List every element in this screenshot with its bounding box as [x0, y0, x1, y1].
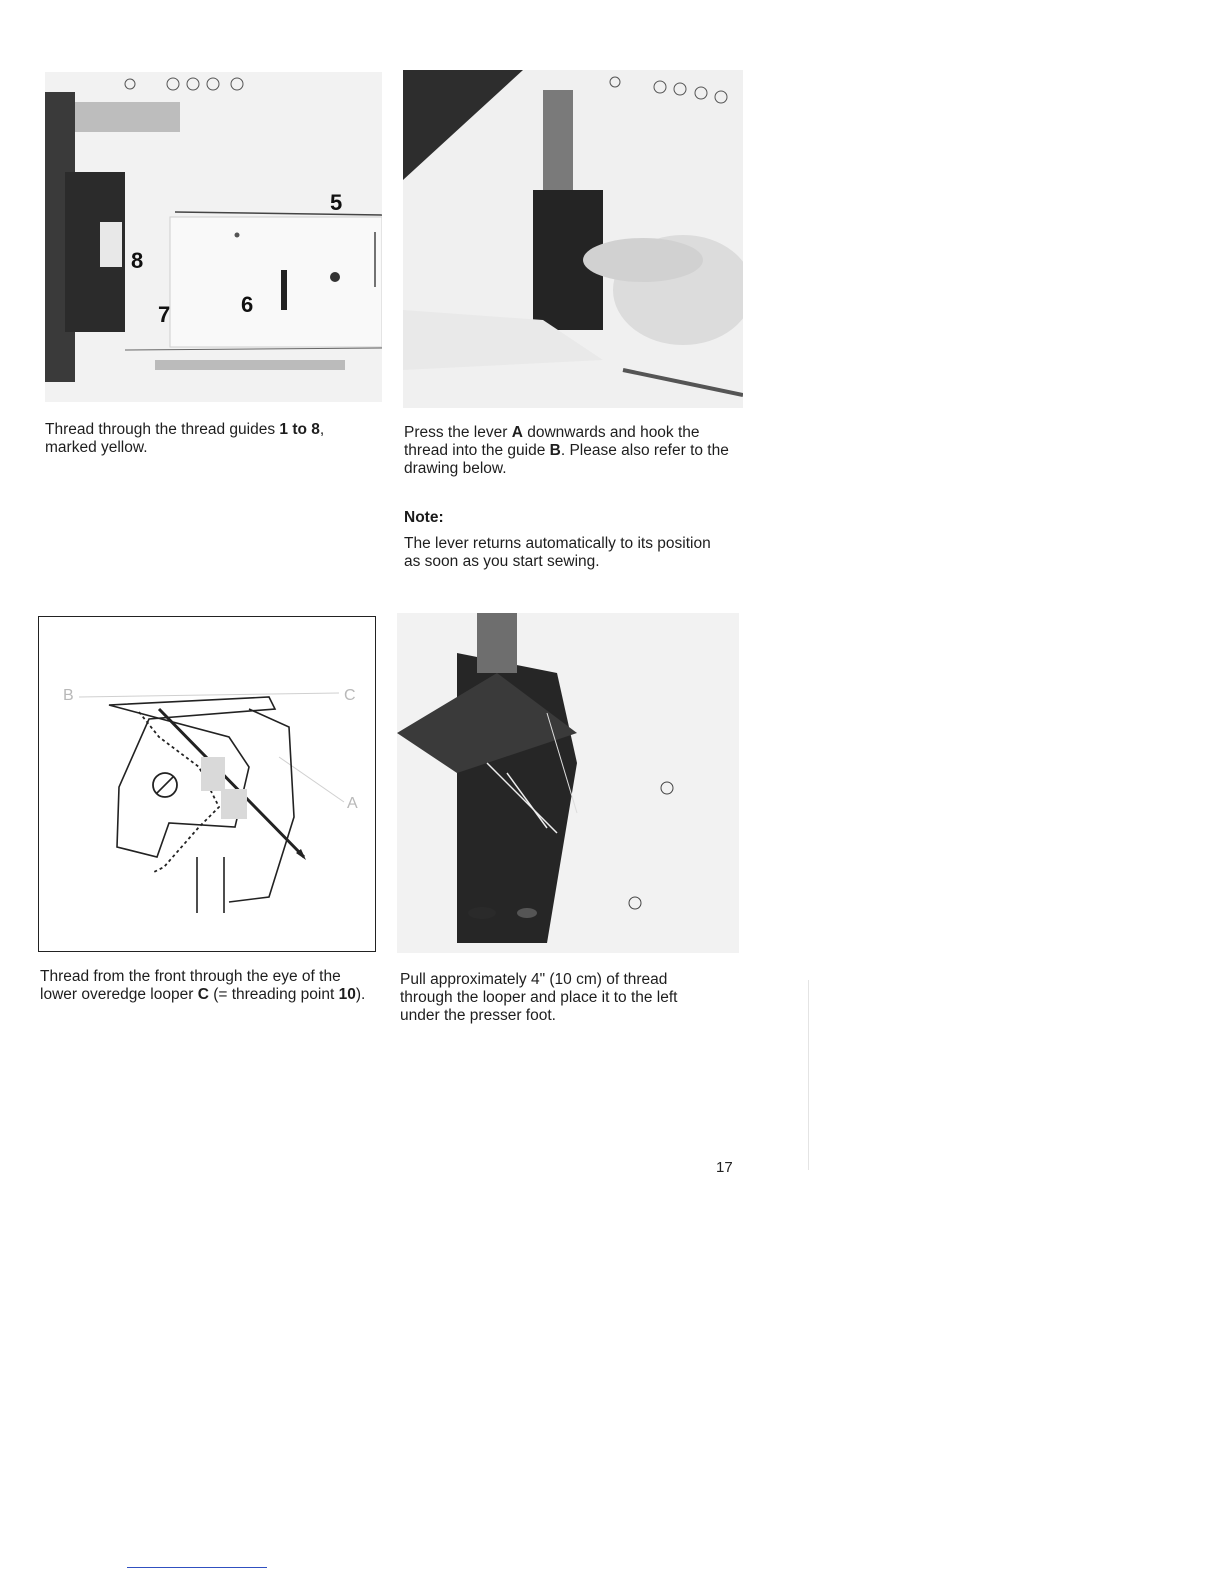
- caption-lever: Press the lever A downwards and hook the thread into the guide B. Please also refer to the drawing below.: [404, 424, 729, 477]
- looper-drawing: [39, 617, 375, 951]
- caption-thread-guides: Thread through the thread guides 1 to 8, marked yellow.: [45, 421, 325, 456]
- footer-rule: [127, 1567, 267, 1568]
- photo-lever: [403, 70, 743, 408]
- margin-line: [808, 980, 809, 1170]
- caption-looper: Thread from the front through the eye of the lower overedge looper C (= threading point 10).: [40, 968, 366, 1003]
- photo-presser-foot: [397, 613, 739, 953]
- note-title: Note:: [404, 509, 444, 526]
- guide-label-8: 8: [131, 248, 144, 273]
- looper-diagram: [38, 616, 376, 952]
- guide-label-5: 5: [330, 190, 343, 215]
- caption-presser-foot: Pull approximately 4" (10 cm) of thread through the looper and place it to the left under the presser foot.: [400, 971, 678, 1024]
- diagram-label-b: B: [63, 687, 74, 704]
- page-number: 17: [716, 1159, 733, 1176]
- note-text: The lever returns automatically to its position as soon as you start sewing.: [404, 535, 711, 570]
- guide-label-7: 7: [158, 302, 171, 327]
- diagram-label-c: C: [344, 687, 356, 704]
- photo-thread-guides: [45, 72, 382, 402]
- diagram-label-a: A: [347, 795, 358, 812]
- guide-label-6: 6: [241, 292, 254, 317]
